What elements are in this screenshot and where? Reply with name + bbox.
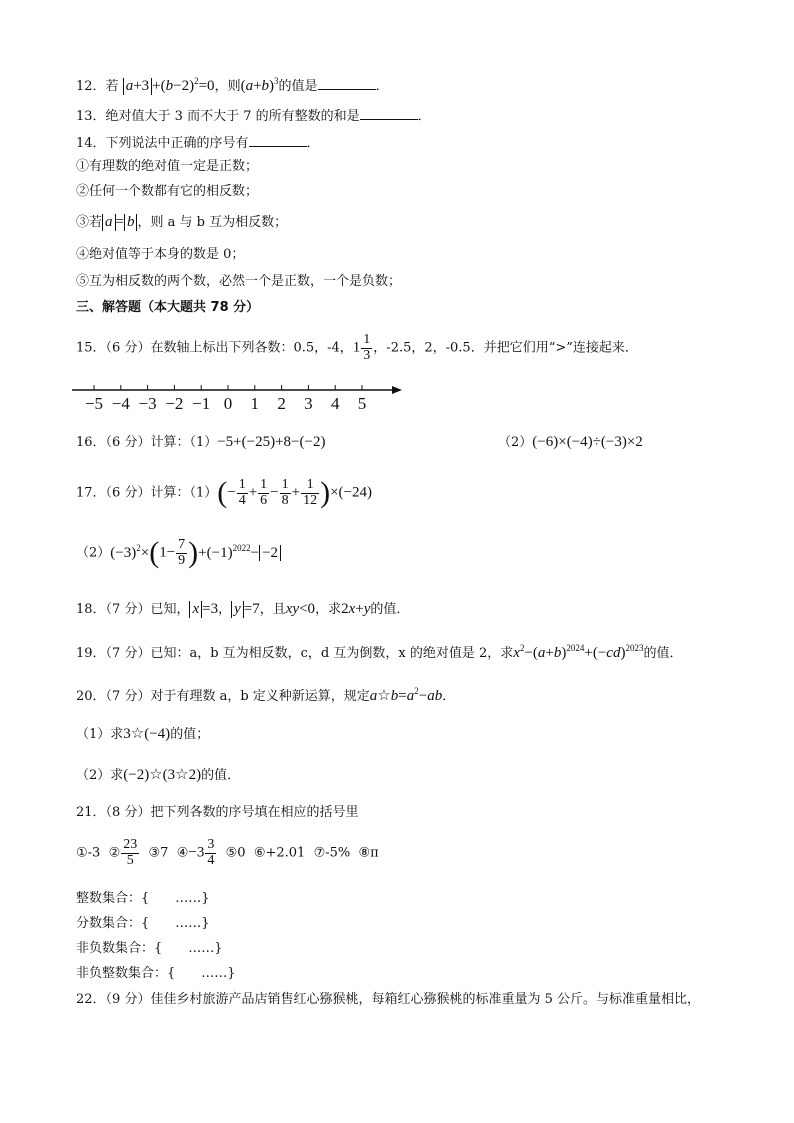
set-integers: 整数集合：{ ……} (76, 891, 210, 906)
question-17: 17．（6 分）计算：（1）(− $\frac{1}{4}$ + $\frac{1}{6}$ − $\frac{1}{8}$ + $\frac{1}{12}$ )×(−24) (76, 476, 373, 510)
question-20: 20．（7 分）对于有理数 a，b 定义种新运算，规定$a☆b=a^2-ab$． (76, 686, 456, 704)
question-19: 19．（7 分）已知：a，b 互为相反数，c，d 互为倒数，x 的绝对值是 2，求$x^2-(a+b)^{2024}+(-cd)^{2023}$的值． (76, 643, 683, 661)
number-line-label: −1 (192, 394, 211, 413)
answer-blank (249, 134, 307, 147)
question-12: 12．若 $a+3 +(b-2)^2=0$，则$(a+b)^3$的值是 ． (76, 76, 389, 94)
question-13: 13．绝对值大于 3 而不大于 7 的所有整数的和是 ． (76, 109, 431, 124)
question-17-part-2: $(2)(-3)^2\times(1-$ $\frac{7}{9}$ )$+(-1)^{2022}- -2$ (76, 538, 281, 568)
q12-expression: $(a+b)^3$ (240, 76, 279, 94)
number-line-label: −3 (138, 394, 157, 413)
question-16: 16．（6 分）计算：（1）−5+(−25)+8−(−2) (76, 434, 326, 450)
number-line-label: 5 (357, 394, 367, 413)
q14-option-5: ⑤互为相反数的两个数，必然一个是正数，一个是负数； (76, 274, 402, 289)
mixed-number: 1 (352, 339, 361, 356)
q16-expression-2: (−6)×(−4)÷(−3)×2 (532, 434, 643, 450)
q14-option-1: ①有理数的绝对值一定是正数； (76, 159, 259, 174)
section-heading: 三、解答题（本大题共 78 分） (76, 300, 260, 315)
number-line-label: −5 (84, 394, 104, 413)
number-line-label: 2 (277, 394, 286, 413)
number-line-label: 1 (250, 394, 260, 413)
number-line-label: 3 (304, 394, 313, 413)
q16-expression-1: −5+(−25)+8−(−2) (217, 434, 326, 450)
fraction: $\frac{3}{4}$ (207, 837, 215, 868)
number-line-label: 4 (330, 394, 340, 413)
q21-number-list: ①-3 ② $\frac{23}{5}$ ③7 ④−3 $\frac{3}{4}$ ⑤0 ⑥+2.01 ⑦-5% ⑧π (76, 837, 379, 868)
number-line-label: −4 (111, 394, 130, 413)
set-non-negative-integers: 非负整数集合：{ ……} (76, 966, 236, 981)
set-fractions: 分数集合：{ ……} (76, 916, 210, 931)
question-20-part-1: （1）求3☆(−4)的值； (76, 726, 210, 742)
answer-blank (318, 77, 376, 90)
question-20-part-2: （2）求(−2)☆(3☆2)的值． (76, 767, 241, 783)
fraction: $\frac{23}{5}$ (123, 837, 138, 868)
question-14: 14．下列说法中正确的序号有 ． (76, 136, 320, 151)
q14-abs-equation: a = b (102, 214, 137, 230)
question-15: 15．（6 分）在数轴上标出下列各数：0.5，-4，1 $\frac{1}{3}$ ，-2.5，2，-0.5．并把它们用“>”连接起来． (76, 332, 638, 363)
fraction: $\frac{1}{3}$ (363, 332, 371, 363)
answer-blank (360, 107, 418, 120)
set-non-negative: 非负数集合：{ ……} (76, 941, 223, 956)
number-line (70, 378, 410, 414)
q14-option-4: ④绝对值等于本身的数是 0； (76, 247, 245, 262)
question-22: 22．（9 分）佳佳乡村旅游产品店销售红心猕猴桃，每箱红心猕猴桃的标准重量为 5 公斤。与标准重量相比， (76, 992, 700, 1007)
question-18: 18．（7 分）已知， x =3， y =7，且xy<0，求2x+y的值． (76, 601, 410, 617)
number-line-label: −2 (165, 394, 184, 413)
question-21: 21．（8 分）把下列各数的序号填在相应的括号里 (76, 805, 359, 820)
q12-condition: $a+3 +(b-2)^2=0$ (123, 78, 215, 94)
q14-option-3: ③若 a = b ，则 a 与 b 互为相反数； (76, 214, 288, 230)
number-line-label: 0 (223, 394, 233, 413)
q14-option-2: ②任何一个数都有它的相反数； (76, 184, 259, 199)
question-16-part-2: （2）(−6)×(−4)÷(−3)×2 (498, 434, 643, 450)
